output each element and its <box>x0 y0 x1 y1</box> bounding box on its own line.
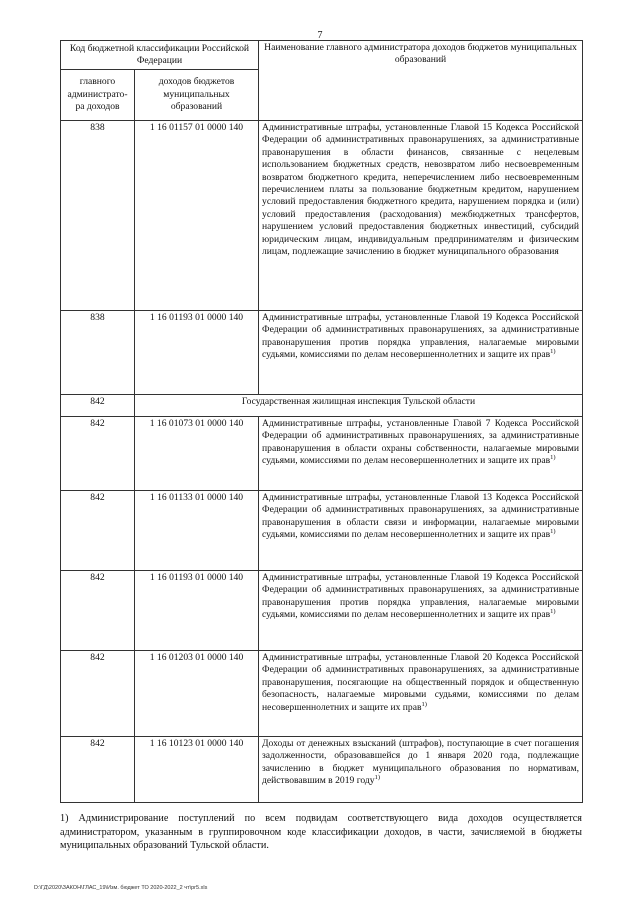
revenue-name-text: Административные штрафы, установленные Главой 7 Кодекса Российской Федерации об административных правонарушениях, за административные правонарушения в области охраны собственности, налагаемые мировыми судьями, комиссиями по делам несовершеннолетних и защите их прав <box>262 418 580 467</box>
table-row <box>61 737 583 803</box>
revenue-name-text: Административные штрафы, установленные Главой 19 Кодекса Российской Федерации об административных правонарушениях, за административные правонарушения против порядка управления, налагаемые мировыми судьями, комиссиями по делам несовершеннолетних и защите их прав <box>262 312 580 361</box>
revenue-name-text: Административные штрафы, установленные Главой 19 Кодекса Российской Федерации об административных правонарушениях, за административные правонарушения против порядка управления, налагаемые мировыми судьями, комиссиями по делам несовершеннолетних и защите их прав <box>262 572 580 621</box>
admin-code-cell: 842 <box>61 395 135 417</box>
admin-code-cell: 838 <box>61 121 135 311</box>
table-row <box>61 395 583 417</box>
table-row <box>61 571 583 651</box>
footnote-marker: 1) <box>550 528 556 536</box>
revenue-name-text: Административные штрафы, установленные Главой 20 Кодекса Российской Федерации об административных правонарушениях, за административные правонарушения, посягающие на общественный порядок и общественную безопасность, налагаемые мировыми судьями, комиссиями по делам несовершеннолетних и защите их прав <box>262 652 580 713</box>
admin-code-cell: 842 <box>61 651 135 737</box>
revenue-name-cell <box>259 737 583 803</box>
admin-code-cell: 842 <box>61 571 135 651</box>
footnote-marker: 1) <box>550 608 556 616</box>
revenue-name-text: Административные штрафы, установленные Главой 13 Кодекса Российской Федерации об административных правонарушениях, за административные правонарушения в области связи и информации, налагаемые мировыми судьями, комиссиями по делам несовершеннолетних и защите их прав <box>262 492 580 541</box>
revenue-name-cell <box>259 651 583 737</box>
table-header-row <box>61 41 583 70</box>
revenue-name-cell <box>259 121 583 311</box>
revenue-code-cell: 1 16 01133 01 0000 140 <box>135 491 259 571</box>
classification-table <box>60 40 583 803</box>
revenue-code-cell: 1 16 01157 01 0000 140 <box>135 121 259 311</box>
revenue-code-cell: 1 16 01203 01 0000 140 <box>135 651 259 737</box>
admin-code-cell: 842 <box>61 491 135 571</box>
revenue-name-cell <box>259 311 583 395</box>
table-row <box>61 417 583 491</box>
page-number: 7 <box>317 30 323 41</box>
admin-code-cell: 842 <box>61 737 135 803</box>
admin-code-cell: 842 <box>61 417 135 491</box>
revenue-code-cell: 1 16 01073 01 0000 140 <box>135 417 259 491</box>
footnote-marker: 1) <box>374 774 381 782</box>
header-code-group: Код бюджетной классификации Российской Федерации <box>61 41 259 70</box>
revenue-name-text: Доходы от денежных взысканий (штрафов), поступающие в счет погашения задолженности, образовавшейся до 1 января 2020 года, подлежащие зачислению в бюджет муниципального образования по нормативам, действовавшим в 2019 году <box>262 738 580 787</box>
footnote-marker: 1) <box>550 348 556 356</box>
footnote-marker: 1) <box>550 454 556 462</box>
footnote: 1) Администрирование поступлений по всем подвидам соответствующего вида доходов осуществляется администратором, указанным в группировочном коде классификации доходов, в части, зачисляемой в бюджеты муниципальных образований Тульской области. <box>60 813 582 852</box>
header-name-column: Наименование главного администратора доходов бюджетов муниципальных образований <box>259 41 583 121</box>
table-row <box>61 121 583 311</box>
table-row <box>61 651 583 737</box>
table-body <box>61 121 583 803</box>
revenue-name-cell <box>259 491 583 571</box>
footnote-marker: 1) <box>421 700 427 708</box>
revenue-code-cell: 1 16 01193 01 0000 140 <box>135 311 259 395</box>
file-path-footer: D:\ГД\2020\ЗАКОН\ГЛАС_19\Изм. бюджет ТО 2020-2022_2 чт\pr5.xls <box>34 885 208 891</box>
revenue-name-cell <box>259 571 583 651</box>
header-revenue-column: доходов бюджетов муниципальных образований <box>135 70 259 121</box>
table-row <box>61 311 583 395</box>
revenue-name-cell <box>259 417 583 491</box>
admin-code-cell: 838 <box>61 311 135 395</box>
revenue-name-text: Административные штрафы, установленные Главой 15 Кодекса Российской Федерации об административных правонарушениях, за административные правонарушения в области финансов, связанные с нецелевым использованием бюджетных средств, невозвратом либо несвоевременным возвратом бюджетного кредита, неперечислением либо несвоевременным перечислением платы за пользование бюджетным кредитом, нарушением условий предоставления бюджетного кредита, нарушением порядка и (или) условий предоставления (расходования) межбюджетных трансфертов, нарушением условий предоставления бюджетных инвестиций, субсидий юридическим лицам, индивидуальным предпринимателям и физическим лицам, подлежащие зачислению в бюджет муниципального образования <box>262 122 580 258</box>
revenue-code-cell: 1 16 01193 01 0000 140 <box>135 571 259 651</box>
revenue-code-cell: 1 16 10123 01 0000 140 <box>135 737 259 803</box>
header-admin-column: главного администрато-ра доходов <box>61 70 135 121</box>
administrator-name-cell: Государственная жилищная инспекция Тульской области <box>135 395 583 417</box>
table-row <box>61 491 583 571</box>
